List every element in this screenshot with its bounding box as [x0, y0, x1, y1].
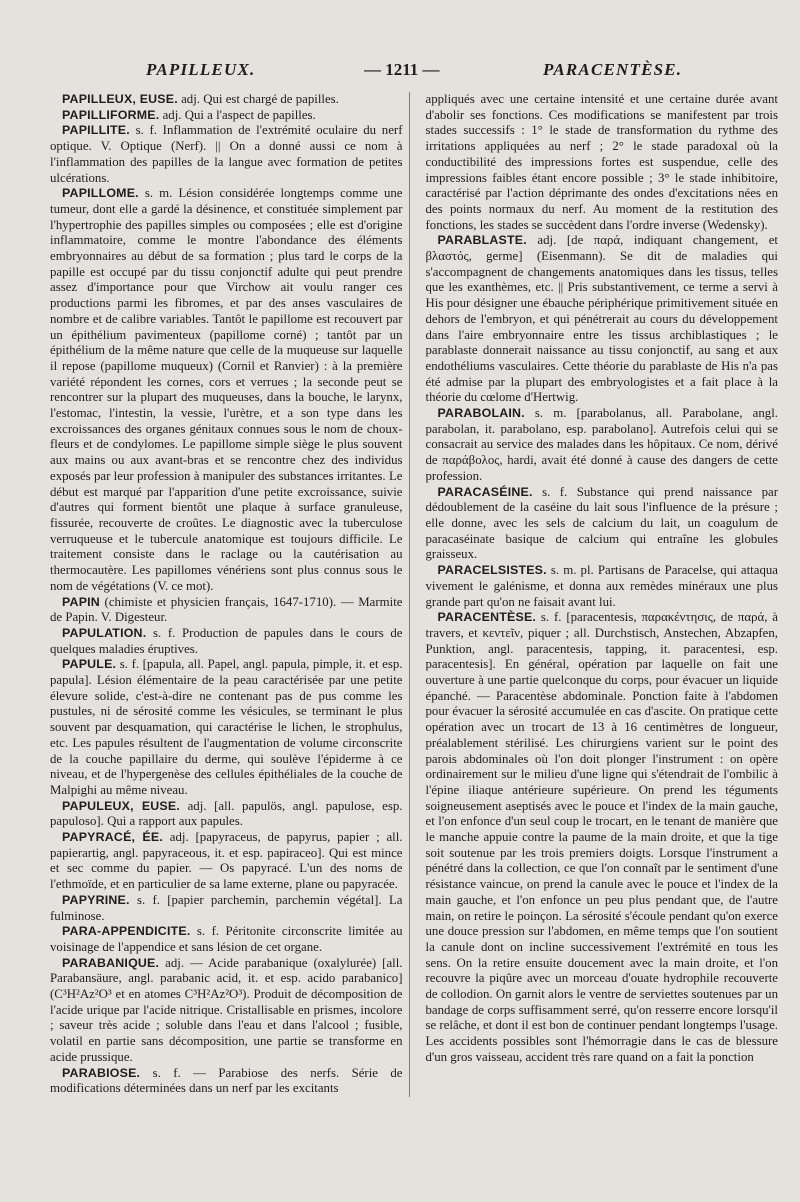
- dictionary-entry: [50, 108, 403, 124]
- entry-headword: PARA-APPENDICITE.: [62, 924, 191, 939]
- entry-headword: PARACELSISTES.: [437, 563, 547, 578]
- entry-text: s. m. pl. Partisans de Paracelse, qui attaqua vivement le galénisme, et donna aux remèdes minéraux une plus grande part qu'on ne faisait avant lui.: [425, 563, 778, 609]
- dictionary-entry: [50, 186, 403, 594]
- dictionary-entry: [50, 123, 403, 186]
- entry-text: s. f. Péritonite circonscrite limitée au voisinage de l'appendice et sans lésion de cet organe.: [50, 924, 403, 954]
- entry-text: s. f. Production de papules dans le cours de quelques maladies éruptives.: [50, 625, 403, 656]
- entry-text: s. f. [paracentesis, παρακέντησις, de παρά, à travers, et κεντεῖν, piquer ; all. Durchstisch, Anstechen, Abzapfen, Punktion, angl. paracentesis, tapping, it. paracentesi, esp. paracentesis]. En général, opération par laquelle on fait une ouverture à une partie quelconque du corps, pour évacuer un liquide épanché. — Paracentèse abdominale. Ponction faite à l'abdomen pour évacuer la sérosité accumulée en cas d'ascite. On pratique cette opération avec un trocart de 13 à 16 centimètres de longueur, préalablement stérilisé. Les chirurgiens varient sur le point des parois abdominales où l'on doit plonger l'instrument : on opère ordinairement sur le milieu d'une ligne qui s'étendrait de l'ombilic à l'épine iliaque antérieure supérieure. On prend les téguments soigneusement aseptisés avec le pouce et l'index de la main gauche, et l'on enfonce d'un seul coup le trocart, en le tenant de manière que le manche appuie contre la paume de la main droite, et que la tige soit soutenue par les trois premiers doigts. Lorsque l'instrument a pénétré dans la collection, ce que l'on connaît par le sentiment d'une résistance vaincue, on prend la canule avec le pouce et l'index de la main gauche, et l'on enfonce un peu plus pendant que, de l'autre main, on retire le poinçon. La sérosité s'écoule pendant qu'on exerce une douce pression sur l'abdomen, en même temps que l'on soutient la canule dont on incline successivement l'extrémité en tous les sens. On la retire ensuite doucement avec la main droite, et l'on recouvre la piqûre avec un morceau d'ouate hydrophile recouverte de collodion. On garnit alors le ventre de serviettes soutenues par un bandage de corps suffisamment serré, qu'on resserre encore lorsqu'il se relâche, et dont il est bon de continuer pendant longtemps l'usage. Les accidents possibles sont l'hémorragie dans le cas de blessure d'un gros vaisseau, accident très rare quand on a fait la ponction: [425, 610, 778, 1064]
- entry-headword: PAPYRINE.: [62, 892, 130, 907]
- entry-headword: PAPILLOME.: [62, 186, 139, 201]
- entry-headword: PARABIOSE.: [62, 1065, 141, 1080]
- entry-text: s. f. — Parabiose des nerfs. Série de modifications déterminées dans un nerf par les excitants: [50, 1065, 403, 1096]
- dictionary-entry: [50, 924, 403, 955]
- entry-headword: PARACASÉINE.: [437, 484, 533, 499]
- entry-text: appliqués avec une certaine intensité et une certaine durée avant d'abolir ses fonctions. Ces modifications se manifestent par trois stades successifs : 1° le stade de transformation du rythme des irritations appliquées au nerf ; 2° le stade paradoxal où la conductibilité des impressions fortes est suspendue, celle des impressions faibles étant encore possible ; 3° le stade inhibitoire, caractérisé par l'action déprimante des ondes d'excitations nées en des points normaux du nerf. Au moment de la restitution des fonctions, les stades se succèdent dans l'ordre inverse (Wedensky).: [425, 92, 778, 232]
- entry-headword: PARABOLAIN.: [437, 406, 525, 421]
- entry-text: adj. [papyraceus, de papyrus, papier ; all. papierartig, angl. papyraceous, it. et esp. papiraceo]. Qui est mince et sec comme du papier. — Os papyracé. L'un des noms de l'ethmoïde, et en particulier de sa lame externe, plane ou papyracée.: [50, 830, 403, 892]
- page-number: — 1211 —: [364, 60, 440, 79]
- entry-headword: PAPULEUX, EUSE.: [62, 798, 181, 813]
- dictionary-entry: [50, 956, 403, 1066]
- dictionary-entry: [50, 1066, 403, 1097]
- entry-text: (chimiste et physicien français, 1647-1710). — Marmite de Papin. V. Digesteur.: [50, 594, 403, 625]
- entry-text: adj. [de παρά, indiquant changement, et βλαστός, germe] (Eisenmann). Se dit de maladies qui s'accompagnent de changements anatomiques dans les tissus, telles que les exanthèmes, etc. || Pris substantivement, ce terme a servi à His pour désigner une ébauche périphérique primitivement située en dehors de l'embryon, et qui pénétrerait au cours du développement dans l'aire embryonnaire entre les tissus archiblastiques ; le parablaste donnerait naissance au tissu conjonctif, au sang et aux endothéliums vasculaires. Cette théorie du parablaste de His n'a pas été admise par la plupart des embryologistes et a fait place à la théorie du cœlome d'Hertwig.: [425, 233, 778, 405]
- entry-headword: PAPILLEUX, EUSE.: [62, 92, 178, 106]
- dictionary-entry: [426, 92, 779, 233]
- entry-text: s. m. [parabolanus, all. Parabolane, angl. parabolan, it. parabolano, esp. parabolano]. Autrefois celui qui se consacrait au service des malades dans les hôpitaux. Ce nom, dérivé de παράβολος, hardi, avait été donné à cause des dangers de cette profession.: [425, 406, 778, 483]
- entry-text: s. m. Lésion considérée longtemps comme une tumeur, dont elle a gardé la désinence, et constituée simplement par l'hypertrophie des papilles simples ou composées ; elle est d'origine inflammatoire, comme le montre l'abondance des éléments embryonnaires au début de sa formation ; plus tard le corps de la papille est occupé par du tissu conjonctif adulte qui peut prendre assez d'importance pour que Virchow ait voulu ranger ces productions parmi les fibromes, et par des anses vasculaires de nombre et de calibre variables. Tantôt le papillome est recouvert par un épithélium pavimenteux (papillome corné) ; tantôt par un épithélium de la même nature que celle de la muqueuse sur laquelle il repose (papillome muqueux) (Cornil et Ranvier) : à la première variété répondent les cornes, cors et verrues ; la seconde peut se rencontrer sur la plupart des muqueuses, dans la bouche, le larynx, l'estomac, l'intestin, la vessie, l'urètre, et a son type dans les excroissances des organes génitaux connues sous le nom de choux-fleurs et de condylomes. Le papillome simple siège le plus souvent aux mains ou aux avant-bras et se rencontre chez des individus exposés par leur profession à manipuler des substances irritantes. Le début est marqué par l'apparition d'une petite excroissance, suivie d'autres qui forment bientôt une plaque à surface granuleuse, fissurée, recouverte de croûtes. Le diagnostic avec la tuberculose verruqueuse et le tubercule anatomique est toujours difficile. Le traitement consiste dans le raclage ou la cautérisation au thermocautère. Les papillomes vénériens sont plus connus sous le nom de végétations (V. ce mot).: [50, 186, 403, 593]
- entry-text: adj. Qui a l'aspect de papilles.: [159, 107, 316, 122]
- entry-headword: PAPIN: [62, 594, 100, 609]
- entry-text: adj. [all. papulös, angl. papulose, esp. papuloso]. Qui a rapport aux papules.: [50, 798, 403, 829]
- header-right-word: PARACENTÈSE.: [543, 60, 683, 79]
- entry-headword: PAPILLIFORME.: [62, 107, 160, 122]
- entry-headword: PAPULATION.: [62, 625, 147, 640]
- entry-headword: PARABANIQUE.: [62, 955, 160, 970]
- entry-headword: PARABLASTE.: [437, 233, 527, 248]
- entry-headword: PARACENTÈSE.: [437, 610, 537, 625]
- entry-text: s. f. Substance qui prend naissance par dédoublement de la caséine du lait sous l'influence de la présure ; elle donne, avec les sels de calcium du lait, un coagulum de paracaséinate basique de calcium qui entraîne les globules graisseux.: [425, 484, 778, 562]
- header-left-word: PAPILLEUX.: [146, 60, 256, 79]
- dictionary-entry: [50, 626, 403, 657]
- entry-text: s. f. [papier parchemin, parchemin végétal]. La fulminose.: [50, 892, 403, 923]
- entry-headword: PAPULE.: [62, 657, 117, 672]
- entry-text: s. f. Inflammation de l'extrémité oculaire du nerf optique. V. Optique (Nerf). || On a donné aussi ce nom à l'inflammation des papilles de la langue avec formation de petites ulcérations.: [50, 123, 403, 185]
- entry-headword: PAPILLITE.: [62, 123, 130, 138]
- dictionary-entry: [50, 92, 403, 108]
- running-header: [0, 60, 800, 88]
- dictionary-entry: [426, 233, 779, 406]
- dictionary-entry: [50, 595, 403, 626]
- dictionary-entry: [50, 830, 403, 893]
- text-columns: [50, 92, 778, 1097]
- left-column: [50, 92, 410, 1097]
- dictionary-entry: [50, 799, 403, 830]
- dictionary-entry: [426, 406, 779, 485]
- dictionary-entry: [50, 657, 403, 798]
- entry-text: adj. — Acide parabanique (oxalylurée) [all. Parabansäure, angl. parabanic acid, it. et esp. acido parabanico] (C³H²Az²O³ et en atomes C³H²Az²O³). Produit de décomposition de l'acide urique par l'acide nitrique. Cristallisable en prismes, incolore ; saveur très acide ; soluble dans l'eau et dans l'alcool ; fusible, volatil en partie sans décomposition, une partie se transforme en acide prussique.: [50, 955, 403, 1064]
- dictionary-entry: [426, 485, 779, 564]
- dictionary-entry: [426, 610, 779, 1065]
- dictionary-entry: [50, 893, 403, 924]
- right-column: [426, 92, 779, 1097]
- entry-text: adj. Qui est chargé de papilles.: [177, 92, 339, 106]
- dictionary-entry: [426, 563, 779, 610]
- entry-text: s. f. [papula, all. Papel, angl. papula, pimple, it. et esp. papula]. Lésion élémentaire de la peau caractérisée par une petite élevure solide, c'est-à-dire ne contenant pas de pus comme les pustules, ni de sérosité comme les vésicules, se terminant le plus souvent par desquamation, qui caractérise le lichen, le strophulus, etc. Les papules résultent de l'augmentation de volume circonscrite de la couche papillaire du derme, qui soulève l'épiderme à ce niveau, et de l'hypergenèse des cellules épithéliales de la couche de Malpighi au même niveau.: [50, 657, 403, 797]
- entry-headword: PAPYRACÉ, ÉE.: [62, 830, 163, 845]
